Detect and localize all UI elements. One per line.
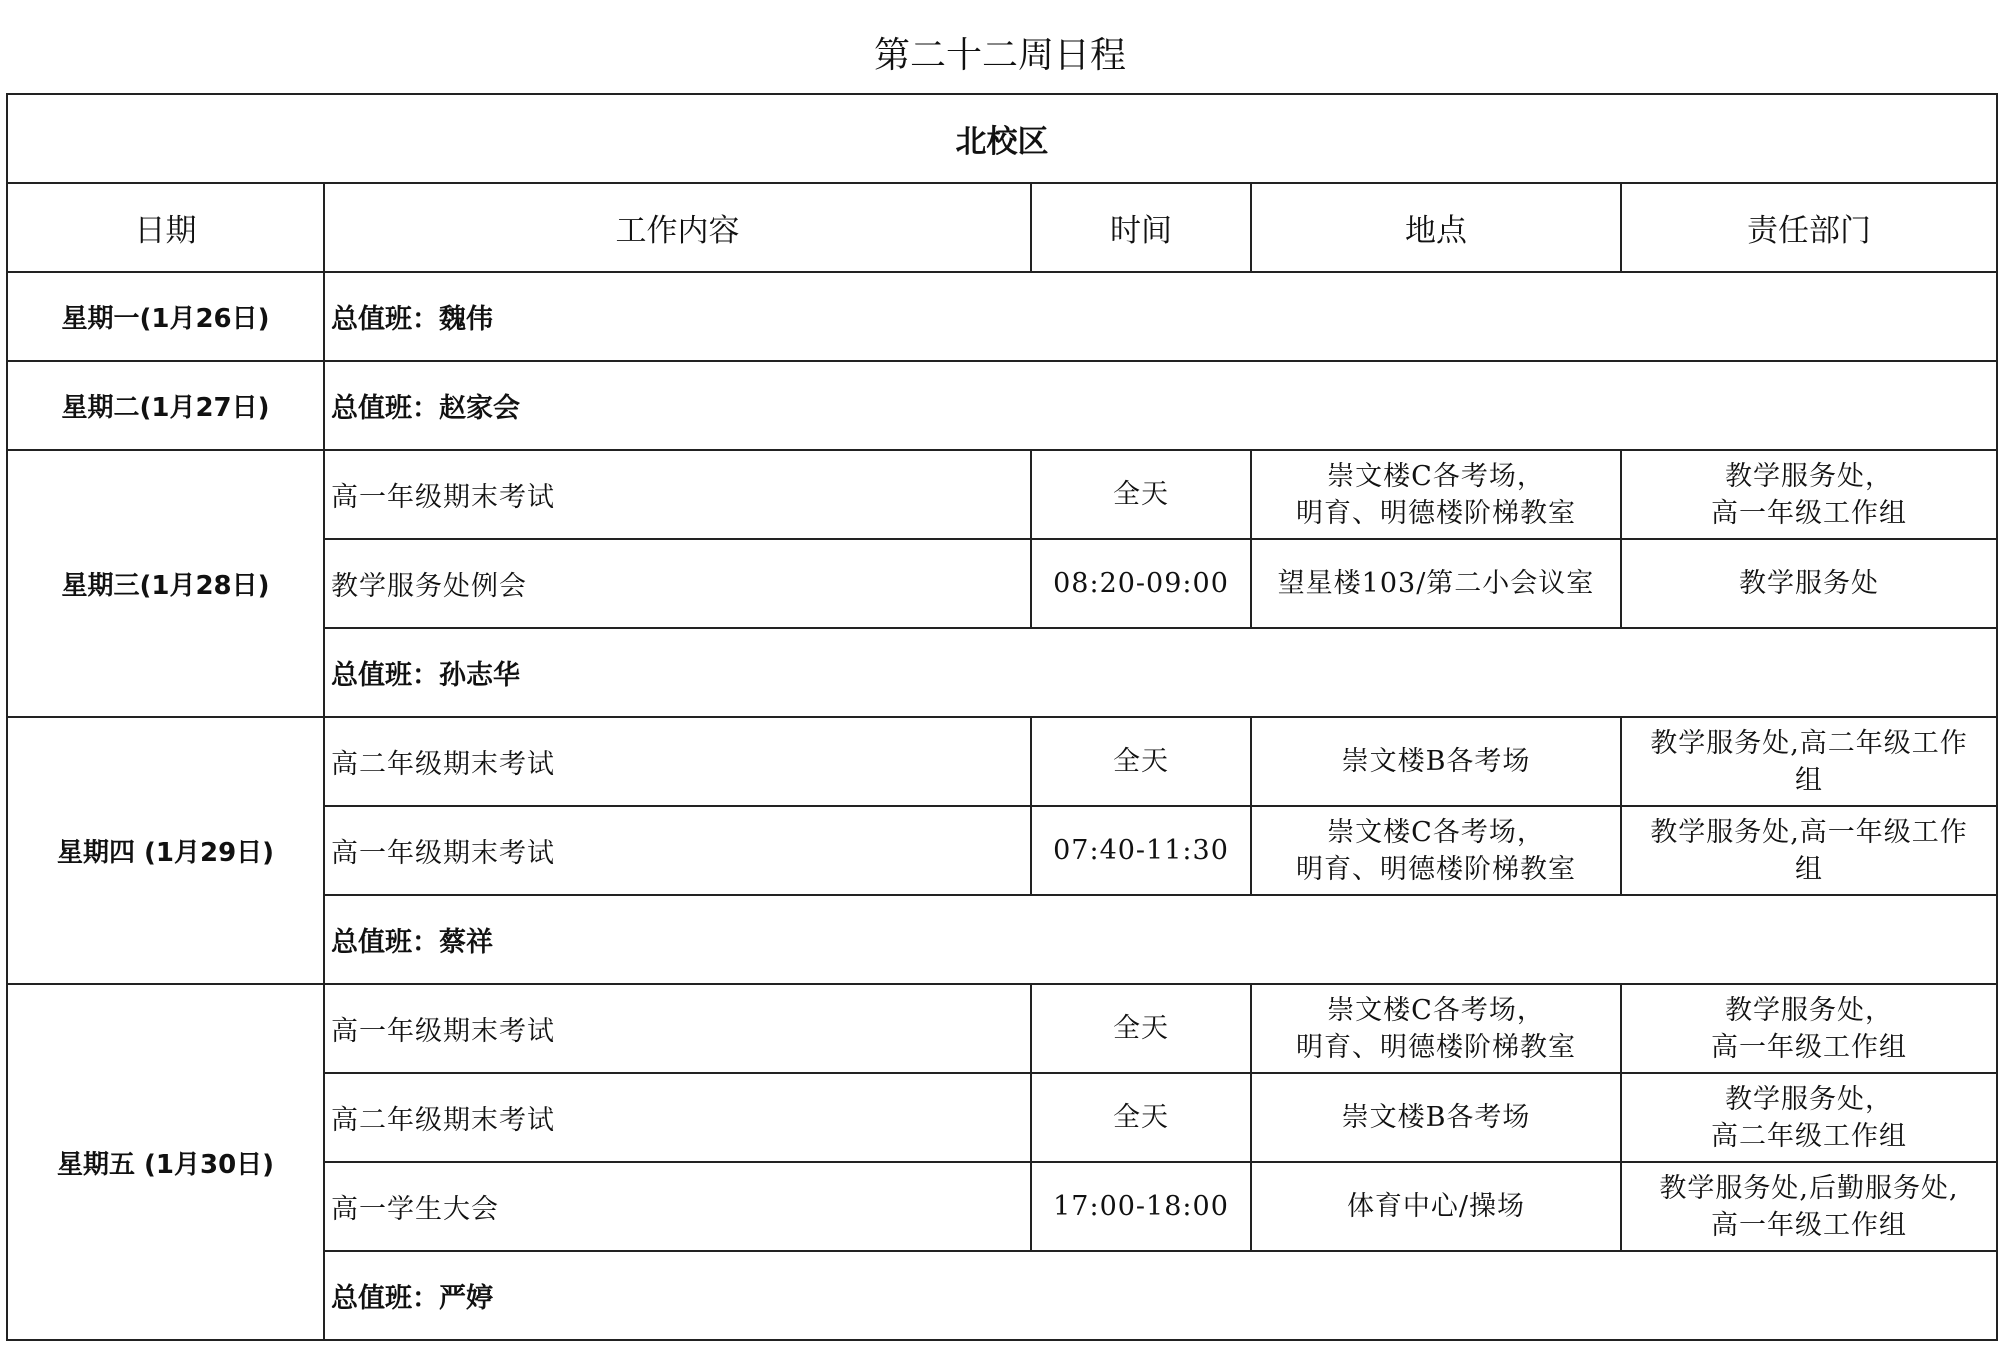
table-row — [7, 984, 1997, 1073]
task-content: 高二年级期末考试 — [324, 717, 1031, 806]
duty-officer: 总值班：蔡祥 — [324, 895, 1997, 984]
task-place-line: 体育中心/操场 — [1346, 1191, 1526, 1222]
schedule-table — [6, 93, 1998, 1341]
task-time: 17:00-18:00 — [1031, 1162, 1251, 1251]
task-dept — [1621, 1162, 1997, 1251]
day-label: 星期三(1月28日) — [7, 450, 324, 717]
task-dept-line: 高一年级工作组 — [1711, 1209, 1907, 1241]
task-dept — [1621, 806, 1997, 895]
task-content: 高一年级期末考试 — [324, 806, 1031, 895]
header-time: 时间 — [1031, 183, 1251, 272]
header-content: 工作内容 — [324, 183, 1031, 272]
task-dept-line: 高一年级工作组 — [1711, 497, 1907, 529]
task-dept-line: 教学服务处， — [1725, 994, 1893, 1026]
task-dept-line: 教学服务处 — [1739, 568, 1879, 599]
task-place — [1251, 539, 1621, 628]
header-place: 地点 — [1251, 183, 1621, 272]
task-dept-line: 教学服务处,高二年级工作 — [1650, 727, 1968, 759]
task-dept — [1621, 984, 1997, 1073]
task-dept-line: 组 — [1795, 853, 1823, 885]
task-dept-line: 教学服务处,高一年级工作 — [1650, 816, 1968, 848]
task-place-line: 崇文楼C各考场， — [1327, 460, 1545, 492]
task-place — [1251, 984, 1621, 1073]
task-time: 全天 — [1031, 984, 1251, 1073]
duty-officer: 总值班：严婷 — [324, 1251, 1997, 1340]
table-row — [7, 450, 1997, 539]
duty-officer: 总值班：孙志华 — [324, 628, 1997, 717]
task-content: 高一学生大会 — [324, 1162, 1031, 1251]
task-place-line: 望星楼103/第二小会议室 — [1277, 568, 1595, 599]
duty-officer: 总值班：赵家会 — [324, 361, 1997, 450]
task-content: 教学服务处例会 — [324, 539, 1031, 628]
task-content: 高一年级期末考试 — [324, 450, 1031, 539]
task-dept-line: 教学服务处， — [1725, 460, 1893, 492]
task-dept-line: 教学服务处,后勤服务处, — [1659, 1172, 1959, 1204]
task-place — [1251, 806, 1621, 895]
page-title: 第二十二周日程 — [873, 34, 1126, 76]
task-dept-line: 高一年级工作组 — [1711, 1031, 1907, 1063]
day-label: 星期二(1月27日) — [7, 361, 324, 450]
task-dept-line: 教学服务处， — [1725, 1083, 1893, 1115]
duty-row — [7, 272, 1997, 361]
task-dept — [1621, 450, 1997, 539]
task-place-line: 崇文楼B各考场 — [1341, 746, 1531, 777]
table-row — [7, 717, 1997, 806]
task-place-line: 崇文楼C各考场， — [1327, 994, 1545, 1026]
task-time: 全天 — [1031, 717, 1251, 806]
campus-row — [7, 94, 1997, 183]
header-dept: 责任部门 — [1621, 183, 1997, 272]
header-row — [7, 183, 1997, 272]
task-place-line: 崇文楼B各考场 — [1341, 1102, 1531, 1133]
duty-row — [7, 361, 1997, 450]
task-dept-line: 组 — [1795, 764, 1823, 796]
task-time: 全天 — [1031, 450, 1251, 539]
duty-officer: 总值班：魏伟 — [324, 272, 1997, 361]
campus-name: 北校区 — [7, 94, 1997, 183]
day-label: 星期一(1月26日) — [7, 272, 324, 361]
task-content: 高一年级期末考试 — [324, 984, 1031, 1073]
task-content: 高二年级期末考试 — [324, 1073, 1031, 1162]
task-dept — [1621, 1073, 1997, 1162]
task-place — [1251, 450, 1621, 539]
task-place-line: 明育、明德楼阶梯教室 — [1296, 497, 1576, 529]
task-time: 全天 — [1031, 1073, 1251, 1162]
task-dept — [1621, 717, 1997, 806]
task-place-line: 明育、明德楼阶梯教室 — [1296, 1031, 1576, 1063]
day-label: 星期四 (1月29日) — [7, 717, 324, 984]
task-place — [1251, 1073, 1621, 1162]
task-place-line: 明育、明德楼阶梯教室 — [1296, 853, 1576, 885]
task-time: 08:20-09:00 — [1031, 539, 1251, 628]
task-place-line: 崇文楼C各考场， — [1327, 816, 1545, 848]
header-date: 日期 — [7, 183, 324, 272]
day-label: 星期五 (1月30日) — [7, 984, 324, 1340]
task-dept — [1621, 539, 1997, 628]
task-place — [1251, 717, 1621, 806]
task-dept-line: 高二年级工作组 — [1711, 1120, 1907, 1152]
task-time: 07:40-11:30 — [1031, 806, 1251, 895]
task-place — [1251, 1162, 1621, 1251]
